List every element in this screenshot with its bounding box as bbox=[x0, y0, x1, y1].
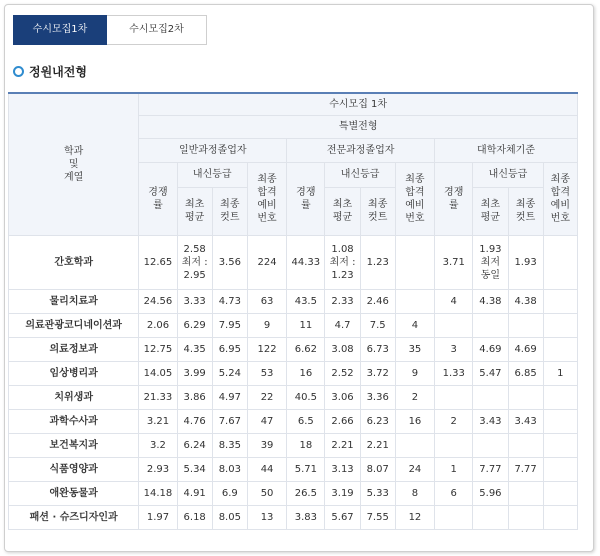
col-wait-header: 최종 합격 예비 번호 bbox=[247, 162, 286, 235]
table-cell bbox=[543, 313, 577, 337]
table-row bbox=[9, 289, 578, 313]
table-cell: 5.96 bbox=[473, 481, 508, 505]
table-cell: 2.93 bbox=[139, 457, 177, 481]
table-cell: 63 bbox=[247, 289, 286, 313]
table-row bbox=[9, 361, 578, 385]
table-cell: 1.93 bbox=[508, 235, 543, 289]
table-cell: 2.52 bbox=[325, 361, 360, 385]
col-grade-header: 내신등급 bbox=[325, 162, 395, 187]
table-cell bbox=[508, 433, 543, 457]
table-cell: 9 bbox=[247, 313, 286, 337]
table-cell: 8.05 bbox=[212, 505, 247, 529]
table-cell: 2 bbox=[435, 409, 473, 433]
table-cell: 6.95 bbox=[212, 337, 247, 361]
col-wait-header: 최종 합격 예비 번호 bbox=[543, 162, 577, 235]
col-wait-header: 최종 합격 예비 번호 bbox=[395, 162, 434, 235]
table-cell: 6.23 bbox=[360, 409, 395, 433]
col-grade-header: 내신등급 bbox=[177, 162, 247, 187]
table-cell: 12.65 bbox=[139, 235, 177, 289]
group-header-general: 일반과정졸업자 bbox=[139, 138, 287, 162]
table-cell: 6.5 bbox=[287, 409, 325, 433]
table-cell bbox=[435, 433, 473, 457]
table-row bbox=[9, 337, 578, 361]
table-cell: 3.43 bbox=[508, 409, 543, 433]
table-cell bbox=[508, 505, 543, 529]
col-rate-header: 경쟁 률 bbox=[139, 162, 177, 235]
table-cell: 50 bbox=[247, 481, 286, 505]
table-cell bbox=[543, 481, 577, 505]
table-cell bbox=[435, 313, 473, 337]
table-cell: 2.06 bbox=[139, 313, 177, 337]
table-cell: 16 bbox=[287, 361, 325, 385]
table-cell bbox=[435, 505, 473, 529]
table-cell: 3.13 bbox=[325, 457, 360, 481]
table-cell bbox=[543, 385, 577, 409]
section-heading bbox=[13, 63, 87, 80]
table-cell bbox=[473, 433, 508, 457]
table-cell: 6 bbox=[435, 481, 473, 505]
table-cell bbox=[473, 505, 508, 529]
table-cell: 2.21 bbox=[360, 433, 395, 457]
table-cell: 2.21 bbox=[325, 433, 360, 457]
table-cell bbox=[508, 385, 543, 409]
table-cell: 4.69 bbox=[508, 337, 543, 361]
table-cell: 1.33 bbox=[435, 361, 473, 385]
table-cell: 14.18 bbox=[139, 481, 177, 505]
table-cell: 3.06 bbox=[325, 385, 360, 409]
table-cell: 14.05 bbox=[139, 361, 177, 385]
table-cell: 6.62 bbox=[287, 337, 325, 361]
table-cell: 8.03 bbox=[212, 457, 247, 481]
table-cell: 2.46 bbox=[360, 289, 395, 313]
tab-susi-2[interactable]: 수시모집2차 bbox=[107, 15, 207, 45]
table-cell bbox=[543, 289, 577, 313]
group-header-university: 대학자체기준 bbox=[435, 138, 578, 162]
col-cut-header: 최종 컷트 bbox=[508, 187, 543, 235]
table-cell bbox=[395, 433, 434, 457]
table-cell: 2 bbox=[395, 385, 434, 409]
table-cell: 44 bbox=[247, 457, 286, 481]
table-cell: 7.77 bbox=[473, 457, 508, 481]
col-avg-header: 최초 평균 bbox=[325, 187, 360, 235]
table-cell bbox=[435, 385, 473, 409]
table-cell: 3 bbox=[435, 337, 473, 361]
table-row bbox=[9, 235, 578, 289]
table-cell: 24.56 bbox=[139, 289, 177, 313]
dept-name: 과학수사과 bbox=[9, 409, 139, 433]
table-cell: 6.73 bbox=[360, 337, 395, 361]
table-cell: 8.35 bbox=[212, 433, 247, 457]
table-cell bbox=[508, 481, 543, 505]
table-cell: 1.97 bbox=[139, 505, 177, 529]
dept-name: 의료관광코디네이션과 bbox=[9, 313, 139, 337]
table-cell: 3.43 bbox=[473, 409, 508, 433]
table-cell: 122 bbox=[247, 337, 286, 361]
sub-header: 특별전형 bbox=[139, 115, 578, 138]
table-row bbox=[9, 457, 578, 481]
table-cell: 12.75 bbox=[139, 337, 177, 361]
table-cell: 3.21 bbox=[139, 409, 177, 433]
dept-name: 애완동물과 bbox=[9, 481, 139, 505]
table-row bbox=[9, 385, 578, 409]
dept-name: 식품영양과 bbox=[9, 457, 139, 481]
table-cell: 5.34 bbox=[177, 457, 212, 481]
table-cell bbox=[473, 385, 508, 409]
table-cell: 6.29 bbox=[177, 313, 212, 337]
table-cell bbox=[395, 289, 434, 313]
table-cell: 3.08 bbox=[325, 337, 360, 361]
table-cell: 7.95 bbox=[212, 313, 247, 337]
tab-bar bbox=[13, 15, 207, 45]
table-cell: 11 bbox=[287, 313, 325, 337]
table-row bbox=[9, 313, 578, 337]
group-header-vocational: 전문과정졸업자 bbox=[287, 138, 435, 162]
col-avg-header: 최초 평균 bbox=[473, 187, 508, 235]
table-cell: 4.76 bbox=[177, 409, 212, 433]
table-cell: 1 bbox=[543, 361, 577, 385]
table-row bbox=[9, 505, 578, 529]
table-cell bbox=[543, 457, 577, 481]
table-cell: 7.77 bbox=[508, 457, 543, 481]
table-cell: 3.19 bbox=[325, 481, 360, 505]
table-cell: 1.23 bbox=[360, 235, 395, 289]
table-cell bbox=[395, 235, 434, 289]
table-cell: 35 bbox=[395, 337, 434, 361]
table-cell: 5.33 bbox=[360, 481, 395, 505]
table-cell bbox=[543, 235, 577, 289]
table-cell bbox=[473, 313, 508, 337]
table-cell: 7.67 bbox=[212, 409, 247, 433]
table-cell: 39 bbox=[247, 433, 286, 457]
table-cell: 6.85 bbox=[508, 361, 543, 385]
table-cell: 7.5 bbox=[360, 313, 395, 337]
table-cell: 3.71 bbox=[435, 235, 473, 289]
table-body bbox=[9, 235, 578, 529]
dept-name: 의료정보과 bbox=[9, 337, 139, 361]
table-cell: 16 bbox=[395, 409, 434, 433]
table-cell: 4.35 bbox=[177, 337, 212, 361]
table-cell: 3.36 bbox=[360, 385, 395, 409]
col-cut-header: 최종 컷트 bbox=[360, 187, 395, 235]
table-cell: 4.97 bbox=[212, 385, 247, 409]
dept-name: 치위생과 bbox=[9, 385, 139, 409]
table-cell: 3.86 bbox=[177, 385, 212, 409]
table-row bbox=[9, 433, 578, 457]
tab-susi-1[interactable]: 수시모집1차 bbox=[13, 15, 107, 45]
table-cell: 26.5 bbox=[287, 481, 325, 505]
top-header: 수시모집 1차 bbox=[139, 93, 578, 115]
table-cell: 9 bbox=[395, 361, 434, 385]
table-cell: 4 bbox=[435, 289, 473, 313]
table-cell: 24 bbox=[395, 457, 434, 481]
dept-name: 간호학과 bbox=[9, 235, 139, 289]
table-row bbox=[9, 409, 578, 433]
table-cell: 4.7 bbox=[325, 313, 360, 337]
table-cell: 1.93 최저 동일 bbox=[473, 235, 508, 289]
table-cell: 5.67 bbox=[325, 505, 360, 529]
table-cell: 5.47 bbox=[473, 361, 508, 385]
table-cell: 3.83 bbox=[287, 505, 325, 529]
table-cell: 47 bbox=[247, 409, 286, 433]
col-rate-header: 경쟁 률 bbox=[435, 162, 473, 235]
dept-name: 패션 · 슈즈디자인과 bbox=[9, 505, 139, 529]
table-cell bbox=[508, 313, 543, 337]
table-cell: 1.08 최저 : 1.23 bbox=[325, 235, 360, 289]
table-cell: 6.24 bbox=[177, 433, 212, 457]
table-cell: 8 bbox=[395, 481, 434, 505]
table-cell: 18 bbox=[287, 433, 325, 457]
table-cell: 4.69 bbox=[473, 337, 508, 361]
section-title: 정원내전형 bbox=[29, 65, 87, 79]
table-cell: 2.33 bbox=[325, 289, 360, 313]
table-cell: 4.73 bbox=[212, 289, 247, 313]
table-cell: 7.55 bbox=[360, 505, 395, 529]
table-cell: 53 bbox=[247, 361, 286, 385]
col-rate-header: 경쟁 률 bbox=[287, 162, 325, 235]
table-cell: 2.58 최저 : 2.95 bbox=[177, 235, 212, 289]
dept-name: 보건복지과 bbox=[9, 433, 139, 457]
col-grade-header: 내신등급 bbox=[473, 162, 543, 187]
table-cell: 6.18 bbox=[177, 505, 212, 529]
table-cell: 4.91 bbox=[177, 481, 212, 505]
table-cell: 21.33 bbox=[139, 385, 177, 409]
table-cell: 3.72 bbox=[360, 361, 395, 385]
table-cell: 5.71 bbox=[287, 457, 325, 481]
table-cell bbox=[543, 409, 577, 433]
table-cell: 4.38 bbox=[508, 289, 543, 313]
admission-results-table bbox=[8, 92, 578, 530]
table-cell bbox=[543, 337, 577, 361]
table-cell: 44.33 bbox=[287, 235, 325, 289]
table-cell: 5.24 bbox=[212, 361, 247, 385]
table-cell: 4.38 bbox=[473, 289, 508, 313]
table-cell: 3.2 bbox=[139, 433, 177, 457]
table-cell: 8.07 bbox=[360, 457, 395, 481]
table-cell: 43.5 bbox=[287, 289, 325, 313]
table-cell: 40.5 bbox=[287, 385, 325, 409]
table-cell: 6.9 bbox=[212, 481, 247, 505]
table-cell: 3.99 bbox=[177, 361, 212, 385]
dept-header: 학과 및 계열 bbox=[9, 93, 139, 235]
table-cell: 3.33 bbox=[177, 289, 212, 313]
table-cell bbox=[543, 433, 577, 457]
table-cell: 3.56 bbox=[212, 235, 247, 289]
table-cell: 12 bbox=[395, 505, 434, 529]
table-cell: 2.66 bbox=[325, 409, 360, 433]
table-row bbox=[9, 481, 578, 505]
table-cell: 22 bbox=[247, 385, 286, 409]
col-avg-header: 최초 평균 bbox=[177, 187, 212, 235]
table-cell: 13 bbox=[247, 505, 286, 529]
table-cell: 224 bbox=[247, 235, 286, 289]
table-cell: 1 bbox=[435, 457, 473, 481]
circle-bullet-icon bbox=[13, 66, 24, 77]
dept-name: 임상병리과 bbox=[9, 361, 139, 385]
dept-name: 물리치료과 bbox=[9, 289, 139, 313]
col-cut-header: 최종 컷트 bbox=[212, 187, 247, 235]
table-cell: 4 bbox=[395, 313, 434, 337]
table-cell bbox=[543, 505, 577, 529]
